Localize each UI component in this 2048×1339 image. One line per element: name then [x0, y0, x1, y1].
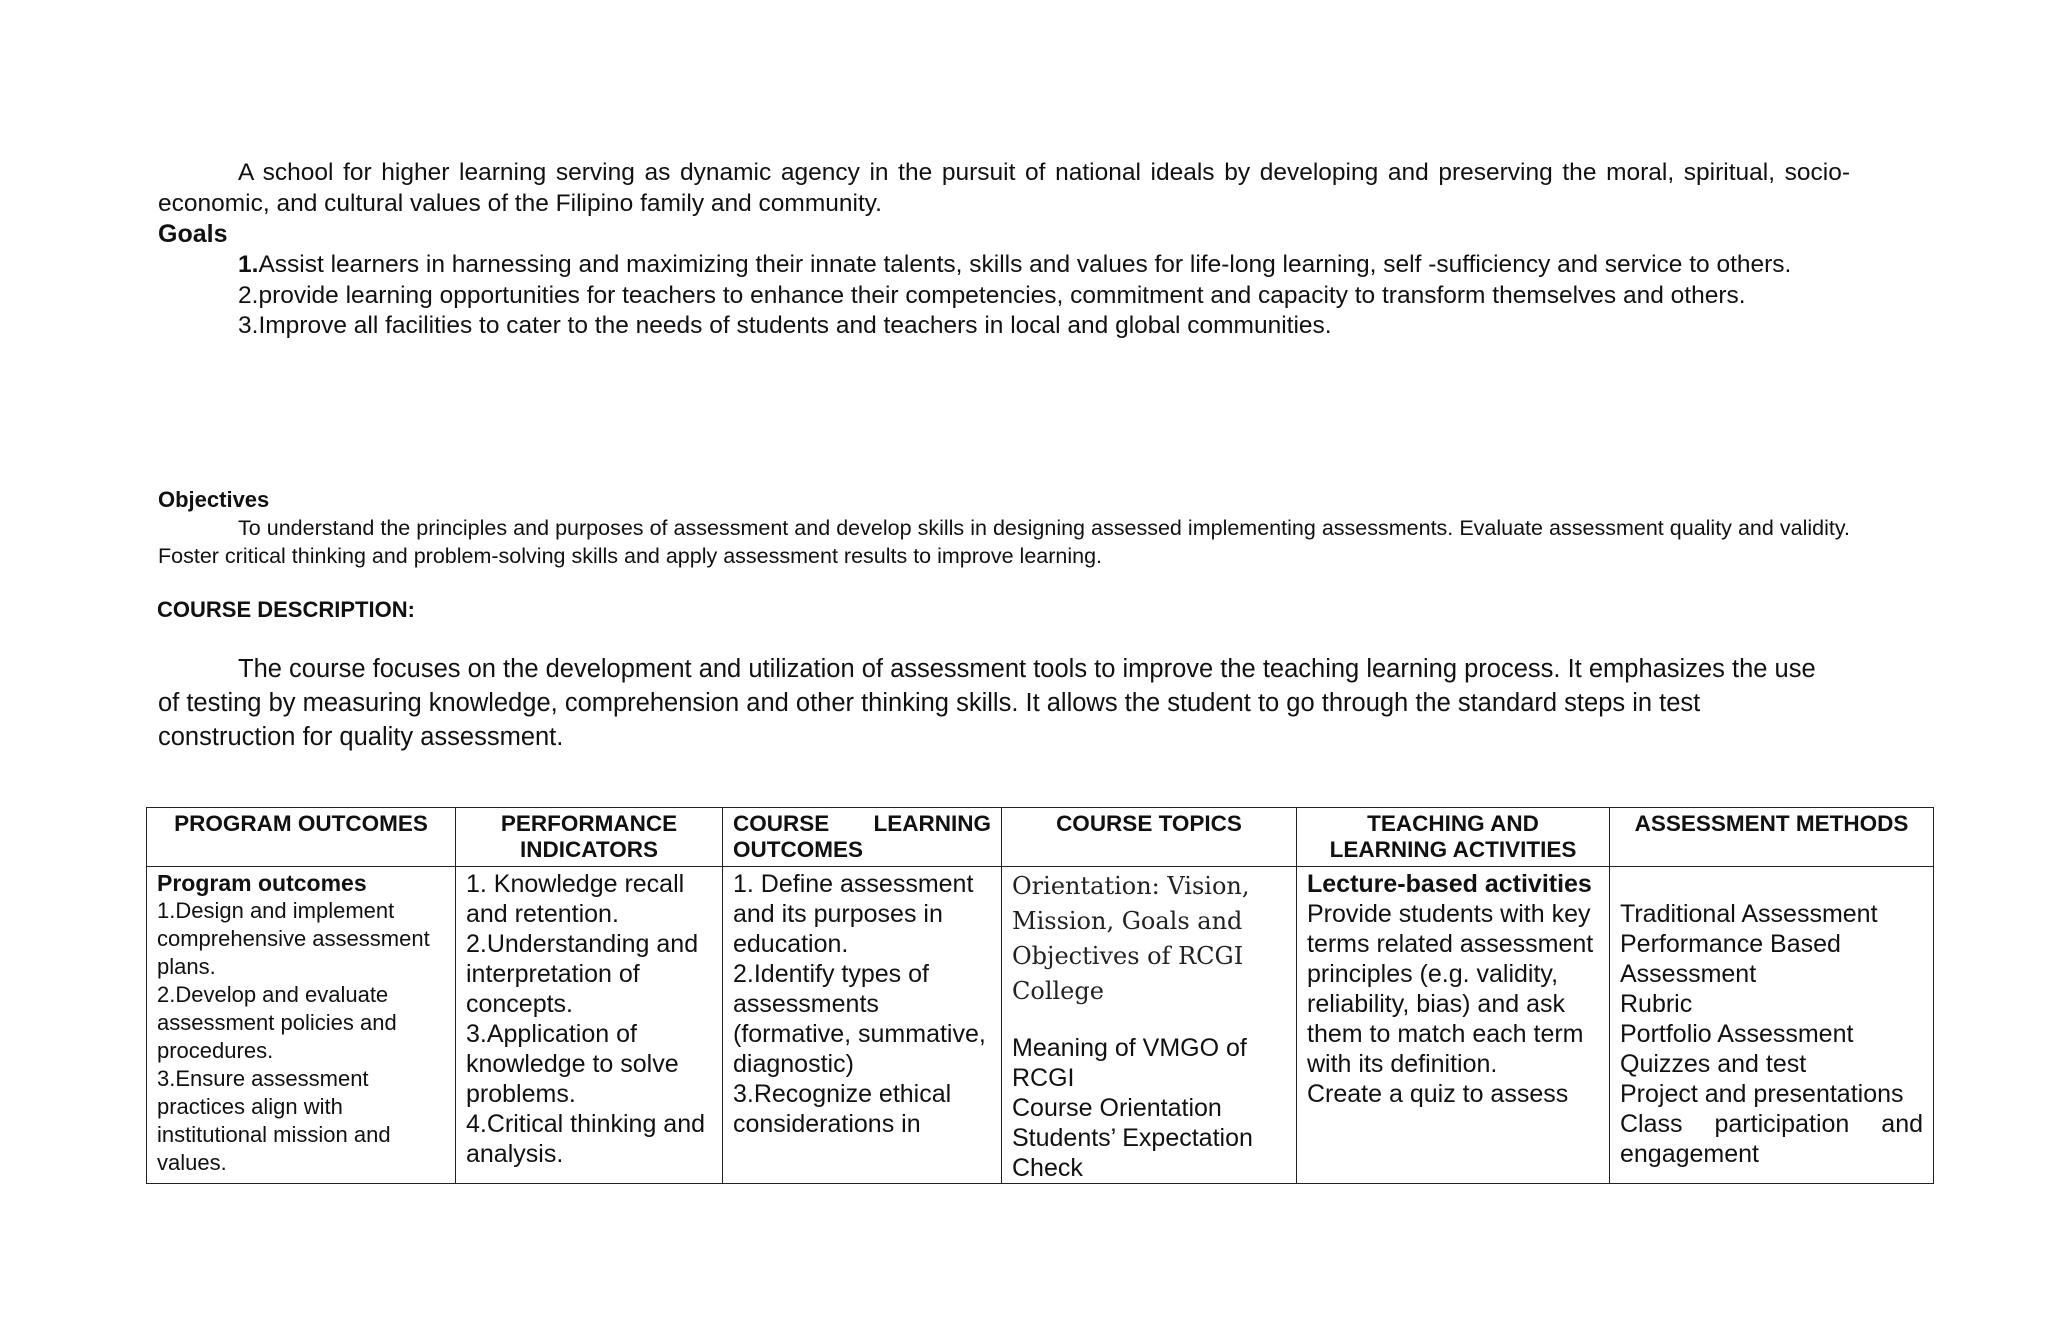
list-item: 4.Critical thinking and analysis. — [466, 1110, 706, 1168]
list-item: Project and presentations — [1620, 1080, 1904, 1108]
header-course-learning-outcomes: COURSE LEARNING OUTCOMES — [723, 808, 1002, 867]
goal-item: 3.Improve all facilities to cater to the needs of students and teachers in local and global communities. — [238, 312, 1332, 339]
course-outcomes-table — [146, 807, 1934, 1184]
list-item: 3.Application of knowledge to solve problems. — [466, 1020, 679, 1108]
goal-item: 1.Assist learners in harnessing and maximizing their innate talents, skills and values for life-long learning, self -sufficiency and service to others. — [238, 251, 1792, 278]
list-item: 1. Knowledge recall and retention. — [466, 870, 685, 928]
cell-assessment-methods — [1610, 867, 1934, 1184]
activities-text-continued: Create a quiz to assess — [1307, 1080, 1569, 1108]
list-item: Course Orientation — [1012, 1094, 1222, 1122]
cell-teaching-activities — [1297, 867, 1610, 1184]
program-outcomes-title: Program outcomes — [157, 870, 367, 896]
cell-course-learning-outcomes — [723, 867, 1002, 1184]
list-item: Rubric — [1620, 990, 1693, 1018]
list-item: Portfolio Assessment — [1620, 1020, 1854, 1048]
list-item: Quizzes and test — [1620, 1050, 1807, 1078]
list-item: Performance Based Assessment — [1620, 930, 1841, 988]
course-description-heading: COURSE DESCRIPTION: — [157, 597, 415, 622]
list-item: 3.Ensure assessment practices align with institutional mission and values. — [157, 1066, 391, 1175]
list-item: 2.Develop and evaluate assessment policies and procedures. — [157, 982, 397, 1063]
list-item: 1.Design and implement comprehensive assessment plans. — [157, 898, 430, 979]
cell-course-topics — [1002, 867, 1297, 1184]
activities-title: Lecture-based activities — [1307, 870, 1592, 898]
header-performance-indicators: PERFORMANCE INDICATORS — [456, 808, 723, 867]
objectives-paragraph: To understand the principles and purposes of assessment and develop skills in designing assessed implementing assessments. Evaluate assessment quality and validity. Foster critical thinking and problem-solving skills and apply assessment results to improve learning. — [158, 516, 1850, 568]
topic-orientation: Orientation: Vision, Mission, Goals and Objectives of RCGI College — [1012, 872, 1250, 1005]
cell-program-outcomes — [147, 867, 456, 1184]
activities-text: Provide students with key terms related assessment principles (e.g. validity, reliability, bias) and ask them to match each term with its definition. — [1307, 900, 1594, 1078]
list-item: 2.Understanding and interpretation of concepts. — [466, 930, 699, 1018]
objectives-heading: Objectives — [158, 487, 270, 512]
list-item: Traditional Assessment — [1620, 900, 1878, 928]
header-assessment-methods: ASSESSMENT METHODS — [1610, 808, 1934, 867]
course-description-paragraph: The course focuses on the development and utilization of assessment tools to improve the teaching learning process. It emphasizes the use of testing by measuring knowledge, comprehension and other thinking skills. It allows the student to go through the standard steps in test construction for quality assessment. — [158, 655, 1816, 751]
goal-item: 2.provide learning opportunities for teachers to enhance their competencies, commitment and capacity to transform themselves and others. — [238, 281, 1746, 309]
table-row — [147, 867, 1934, 1184]
list-item: 3.Recognize ethical considerations in — [733, 1080, 952, 1138]
list-item: Class participation and engagement — [1620, 1110, 1923, 1168]
list-item: Meaning of VMGO of RCGI — [1012, 1034, 1247, 1092]
list-item: Students’ Expectation Check — [1012, 1124, 1253, 1182]
vision-paragraph: A school for higher learning serving as dynamic agency in the pursuit of national ideals by developing and preserving the moral, spiritual, socio-economic, and cultural values of the Filipino family and community. — [158, 159, 1850, 217]
header-program-outcomes: PROGRAM OUTCOMES — [147, 808, 456, 867]
list-item: 2.Identify types of assessments (formative, summative, diagnostic) — [733, 960, 986, 1078]
list-item: 1. Define assessment and its purposes in education. — [733, 870, 974, 958]
cell-performance-indicators — [456, 867, 723, 1184]
header-course-topics: COURSE TOPICS — [1002, 808, 1297, 867]
header-teaching-activities: TEACHING AND LEARNING ACTIVITIES — [1297, 808, 1610, 867]
goals-list — [158, 250, 1850, 342]
table-header-row — [147, 808, 1934, 867]
goals-heading: Goals — [158, 220, 228, 248]
